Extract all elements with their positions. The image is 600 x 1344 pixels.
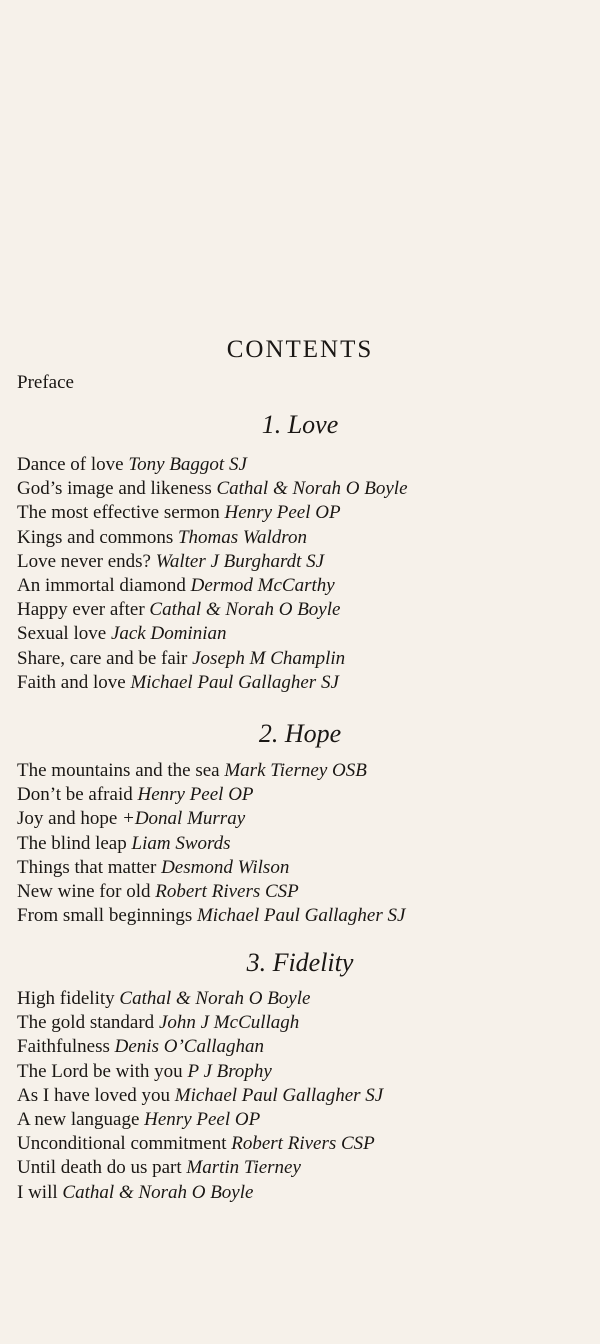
contents-entry	[17, 856, 405, 880]
entry-author: Cathal & Norah O Boyle	[216, 478, 408, 500]
entry-author: Jack Dominian	[110, 623, 227, 645]
contents-entry	[17, 574, 408, 598]
entry-author: Cathal & Norah O Boyle	[149, 599, 341, 621]
contents-entry	[17, 1156, 383, 1180]
page-title: CONTENTS	[226, 336, 374, 363]
entry-author: Henry Peel OP	[137, 784, 254, 806]
contents-entry	[17, 832, 405, 856]
entry-author: Liam Swords	[131, 832, 231, 854]
entry-author: Walter J Burghardt SJ	[155, 550, 325, 572]
entry-title: Until death do us part	[17, 1157, 182, 1179]
entry-title: Sexual love	[17, 623, 107, 645]
entry-author: Henry Peel OP	[144, 1109, 261, 1131]
entry-author: Mark Tierney OSB	[224, 760, 367, 781]
entry-title: As I have loved you	[17, 1084, 171, 1106]
contents-entry	[17, 598, 408, 622]
entry-title: God’s image and likeness	[17, 478, 212, 500]
entry-author: Robert Rivers CSP	[155, 881, 299, 903]
entry-author: Michael Paul Gallagher SJ	[196, 905, 406, 927]
contents-entry	[17, 1181, 383, 1205]
entry-title: The gold standard	[17, 1012, 155, 1034]
entry-title: Kings and commons	[17, 526, 174, 548]
contents-entry	[17, 807, 405, 831]
entry-author: Joseph M Champlin	[192, 647, 346, 669]
entry-author: Henry Peel OP	[224, 502, 341, 524]
entry-title: Don’t be afraid	[17, 784, 133, 806]
contents-entry	[17, 880, 405, 904]
contents-entry	[17, 647, 408, 671]
contents-entry	[17, 622, 408, 646]
entry-title: The Lord be with you	[17, 1060, 183, 1082]
contents-entry	[17, 1060, 383, 1084]
contents-entry	[17, 1011, 383, 1035]
entry-author: Michael Paul Gallagher SJ	[130, 671, 339, 693]
entry-author: +Donal Murray	[122, 808, 246, 830]
section-title-fidelity: 3. Fidelity	[246, 948, 354, 977]
entry-author: Thomas Waldron	[177, 526, 307, 548]
contents-entry	[17, 759, 405, 783]
entry-title: The most effective sermon	[17, 502, 220, 524]
contents-entry	[17, 671, 408, 695]
entry-author: Martin Tierney	[186, 1157, 301, 1179]
entry-author: Tony Baggot SJ	[128, 454, 247, 475]
entry-title: High fidelity	[17, 988, 115, 1009]
contents-entry	[17, 477, 408, 501]
entry-author: John J McCullagh	[158, 1012, 300, 1034]
contents-entry	[17, 904, 405, 928]
contents-entry	[17, 987, 383, 1011]
entry-author: Michael Paul Gallagher SJ	[174, 1084, 384, 1106]
entry-author: Robert Rivers CSP	[231, 1133, 375, 1155]
entry-title: Unconditional commitment	[17, 1133, 227, 1155]
entry-title: Faithfulness	[17, 1036, 110, 1058]
entry-title: From small beginnings	[17, 905, 193, 927]
contents-entry	[17, 1108, 383, 1132]
contents-entry	[17, 453, 408, 477]
section-title-hope: 2. Hope	[258, 719, 342, 748]
entry-author: Desmond Wilson	[161, 856, 290, 878]
section-list-love	[17, 453, 408, 695]
contents-entry	[17, 1035, 383, 1059]
contents-entry	[17, 783, 405, 807]
section-list-fidelity	[17, 987, 383, 1205]
contents-entry	[17, 1084, 383, 1108]
section-list-hope	[17, 759, 405, 928]
entry-author: Cathal & Norah O Boyle	[62, 1181, 254, 1203]
entry-title: An immortal diamond	[17, 575, 186, 597]
section-title-love: 1. Love	[261, 410, 339, 439]
contents-entry	[17, 526, 408, 550]
entry-title: A new language	[17, 1109, 140, 1131]
entry-title: Happy ever after	[17, 599, 145, 621]
entry-title: New wine for old	[17, 881, 151, 903]
entry-title: The mountains and the sea	[17, 760, 220, 781]
entry-title: I will	[17, 1181, 58, 1203]
entry-author: Dermod McCarthy	[190, 575, 335, 597]
preface-entry: Preface	[17, 372, 74, 393]
contents-entry	[17, 550, 408, 574]
entry-author: Denis O’Callaghan	[114, 1036, 264, 1058]
entry-author: P J Brophy	[187, 1060, 272, 1082]
entry-title: Joy and hope	[17, 808, 118, 830]
entry-title: The blind leap	[17, 832, 127, 854]
entry-title: Faith and love	[17, 671, 126, 693]
entry-author: Cathal & Norah O Boyle	[119, 988, 311, 1009]
contents-entry	[17, 1132, 383, 1156]
entry-title: Things that matter	[17, 856, 157, 878]
entry-title: Share, care and be fair	[17, 647, 188, 669]
entry-title: Dance of love	[17, 454, 124, 475]
contents-entry	[17, 501, 408, 525]
entry-title: Love never ends?	[17, 550, 151, 572]
